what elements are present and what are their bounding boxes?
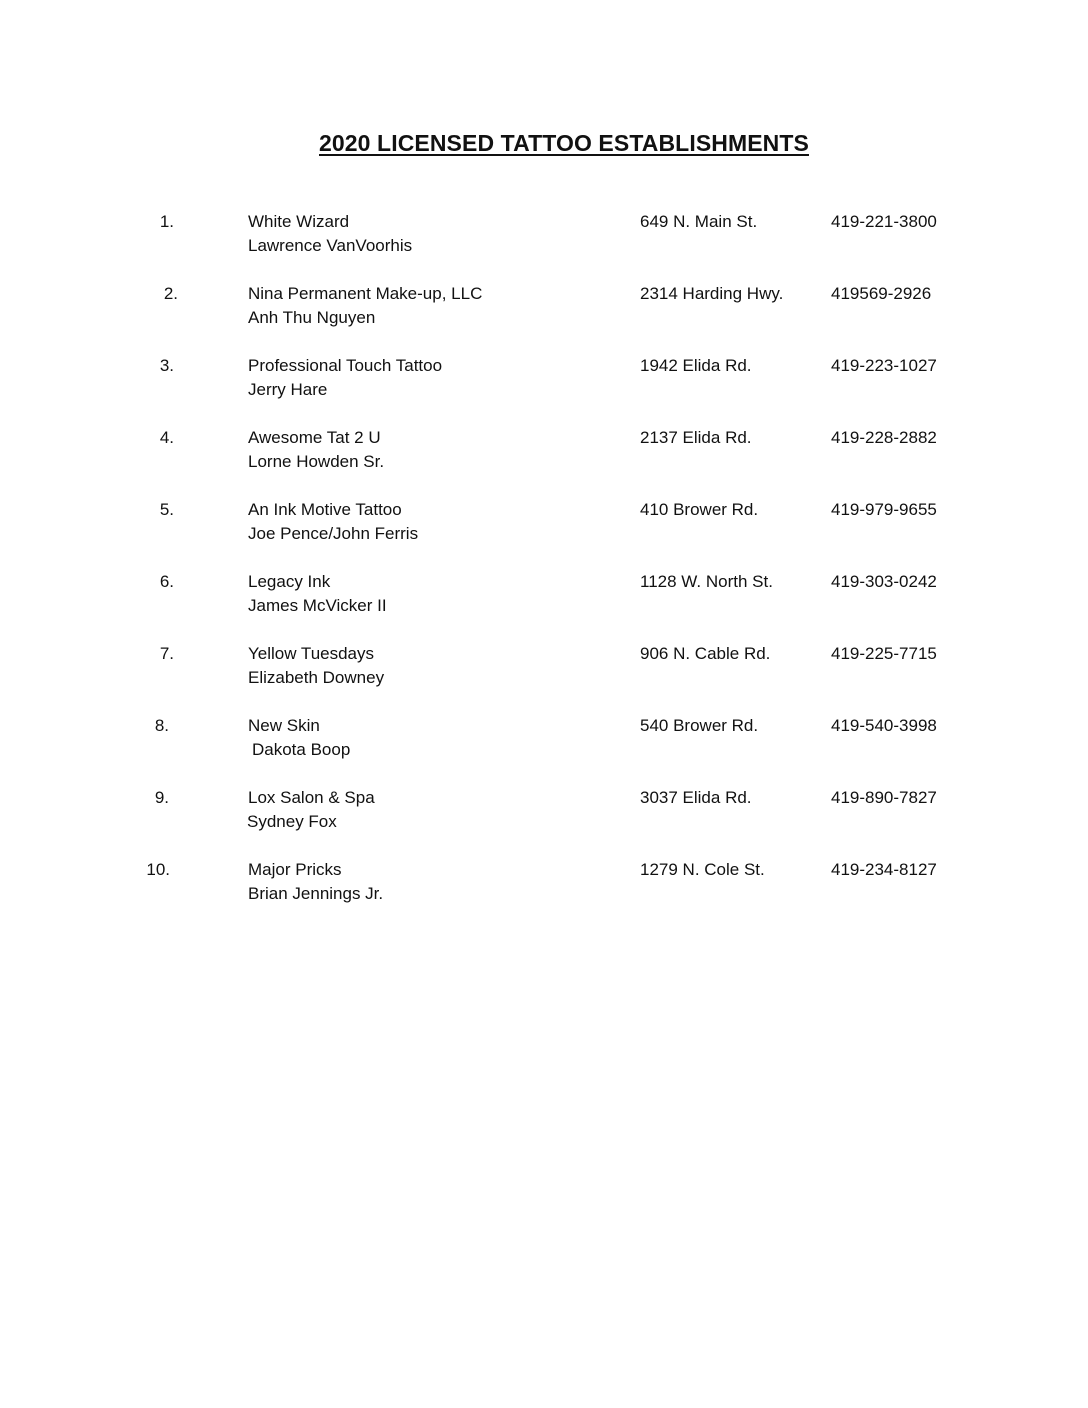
entry-name-block [248, 210, 412, 258]
business-name: Yellow Tuesdays [248, 644, 375, 663]
entry-number: 1. [159, 212, 174, 231]
owner-name: Anh Thu Nguyen [248, 308, 376, 327]
entry-number: 9. [154, 788, 169, 807]
business-name: Awesome Tat 2 U [248, 428, 381, 447]
owner-name: Joe Pence/John Ferris [248, 524, 419, 543]
address: 1942 Elida Rd. [640, 356, 752, 375]
phone-number: 419-540-3998 [831, 716, 937, 735]
business-name: Professional Touch Tattoo [248, 356, 443, 375]
phone-number: 419569-2926 [831, 284, 932, 303]
list-item [0, 642, 1088, 714]
business-name: Nina Permanent Make-up, LLC [248, 284, 483, 303]
phone-number: 419-303-0242 [831, 572, 937, 591]
list-item [0, 714, 1088, 786]
phone-number: 419-223-1027 [831, 356, 937, 375]
owner-name: Brian Jennings Jr. [248, 884, 384, 903]
business-name: White Wizard [248, 212, 350, 231]
entry-name-block [248, 498, 418, 546]
list-item [0, 354, 1088, 426]
entry-number: 7. [159, 644, 174, 663]
address: 540 Brower Rd. [640, 716, 759, 735]
owner-name: Lawrence VanVoorhis [248, 236, 413, 255]
address: 1128 W. North St. [640, 572, 773, 591]
business-name: An Ink Motive Tattoo [248, 500, 402, 519]
list-item [0, 858, 1088, 930]
entry-number: 2. [163, 284, 178, 303]
address: 410 Brower Rd. [640, 500, 759, 519]
address: 2137 Elida Rd. [640, 428, 752, 447]
entry-number: 4. [159, 428, 174, 447]
address: 2314 Harding Hwy. [640, 284, 784, 303]
page-title: 2020 LICENSED TATTOO ESTABLISHMENTS [319, 130, 809, 156]
address: 649 N. Main St. [640, 212, 758, 231]
entry-name-block [248, 642, 384, 690]
phone-number: 419-890-7827 [831, 788, 937, 807]
entry-name-block [248, 858, 383, 906]
entry-number: 10. [146, 860, 170, 879]
entry-number: 5. [159, 500, 174, 519]
address: 3037 Elida Rd. [640, 788, 752, 807]
entry-number: 8. [154, 716, 169, 735]
address: 906 N. Cable Rd. [640, 644, 771, 663]
phone-number: 419-228-2882 [831, 428, 937, 447]
owner-name: Elizabeth Downey [248, 668, 385, 687]
list-item [0, 210, 1088, 282]
list-item [0, 786, 1088, 858]
establishment-list [0, 210, 1088, 930]
entry-name-block [248, 714, 350, 762]
business-name: New Skin [248, 716, 320, 735]
entry-name-block [248, 570, 387, 618]
entry-name-block [248, 354, 442, 402]
address: 1279 N. Cole St. [640, 860, 765, 879]
owner-name: Jerry Hare [248, 380, 328, 399]
business-name: Lox Salon & Spa [248, 788, 375, 807]
entry-name-block [248, 282, 482, 330]
owner-name: Dakota Boop [252, 740, 351, 759]
list-item [0, 426, 1088, 498]
owner-name: Lorne Howden Sr. [248, 452, 385, 471]
list-item [0, 570, 1088, 642]
phone-number: 419-234-8127 [831, 860, 937, 879]
business-name: Major Pricks [248, 860, 342, 879]
entry-number: 3. [159, 356, 174, 375]
owner-name: James McVicker II [248, 596, 387, 615]
phone-number: 419-225-7715 [831, 644, 937, 663]
entry-number: 6. [159, 572, 174, 591]
list-item [0, 498, 1088, 570]
phone-number: 419-221-3800 [831, 212, 937, 231]
list-item [0, 282, 1088, 354]
business-name: Legacy Ink [248, 572, 331, 591]
entry-name-block [248, 786, 375, 834]
phone-number: 419-979-9655 [831, 500, 937, 519]
owner-name: Sydney Fox [247, 812, 337, 831]
entry-name-block [248, 426, 384, 474]
